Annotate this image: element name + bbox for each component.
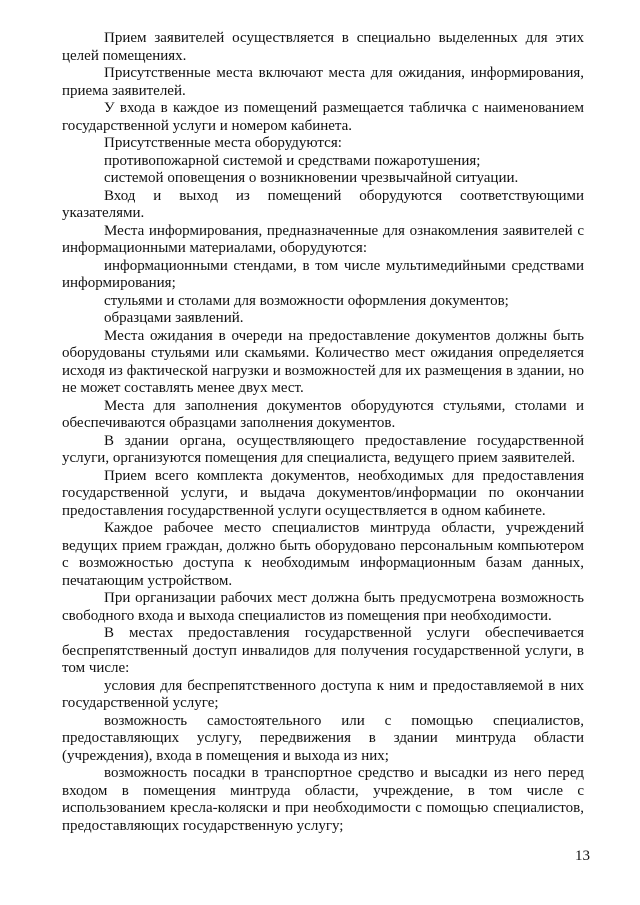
paragraph-4: Присутственные места оборудуются: xyxy=(104,135,342,151)
paragraph-16: Каждое рабочее место специалистов минтруда области, учреждений ведущих прием граждан, должно быть оборудовано персональным компьютером с возможностью доступа к необходимым информационным базам данных, печатающим устройством. xyxy=(62,520,584,589)
page-number: 13 xyxy=(575,848,590,864)
paragraph-2: Присутственные места включают места для ожидания, информирования, приема заявителей. xyxy=(62,65,584,99)
paragraph-10: стульями и столами для возможности оформления документов; xyxy=(104,292,509,309)
paragraph-1: Прием заявителей осуществляется в специально выделенных для этих целей помещениях. xyxy=(62,30,584,64)
paragraph-8: Места информирования, предназначенные для ознакомления заявителей с информационными материалами, оборудуются: xyxy=(62,222,584,256)
paragraph-7: Вход и выход из помещений оборудуются соответствующими указателями. xyxy=(62,187,584,221)
paragraph-3: У входа в каждое из помещений размещается табличка с наименованием государственной услуги и номером кабинета. xyxy=(62,100,584,134)
paragraph-11: образцами заявлений. xyxy=(104,310,244,326)
paragraph-6: системой оповещения о возникновении чрезвычайной ситуации. xyxy=(104,170,519,186)
paragraph-18: В местах предоставления государственной услуги обеспечивается беспрепятственный доступ инвалидов для получения государственной услуги, в том числе: xyxy=(62,625,584,676)
paragraph-15: Прием всего комплекта документов, необходимых для предоставления государственной услуги, и выдача документов/информации по окончании предоставления государственной услуги осуществляется в одном кабинете. xyxy=(62,467,584,519)
paragraph-12: Места ожидания в очереди на предоставление документов должны быть оборудованы стульями или скамьями. Количество мест ожидания определяется исходя из фактической нагрузки и возможностей для их размещения в здании, но не может составлять менее двух мест. xyxy=(62,327,584,396)
paragraph-13: Места для заполнения документов оборудуются стульями, столами и обеспечиваются образцами заполнения документов. xyxy=(62,397,584,431)
document-body xyxy=(62,30,584,835)
paragraph-20: возможность самостоятельного или с помощью специалистов, предоставляющих услугу, передвижения в здании минтруда области (учреждения), входа в помещения и выхода из них; xyxy=(62,712,584,764)
paragraph-14: В здании органа, осуществляющего предоставление государственной услуги, организуются помещения для специалиста, ведущего прием заявителей. xyxy=(62,432,584,466)
paragraph-19: условия для беспрепятственного доступа к ним и предоставляемой в них государственной услуге; xyxy=(62,677,584,711)
paragraph-9: информационными стендами, в том числе мультимедийными средствами информирования; xyxy=(62,257,584,291)
paragraph-21: возможность посадки в транспортное средство и высадки из него перед входом в помещения минтруда области, учреждение, в том числе с использованием кресла-коляски и при необходимости с помощью специалистов, предоставляющих государственную услугу; xyxy=(62,765,584,834)
paragraph-5: противопожарной системой и средствами пожаротушения; xyxy=(104,152,481,169)
paragraph-17: При организации рабочих мест должна быть предусмотрена возможность свободного входа и выхода специалистов из помещения при необходимости. xyxy=(62,590,584,624)
